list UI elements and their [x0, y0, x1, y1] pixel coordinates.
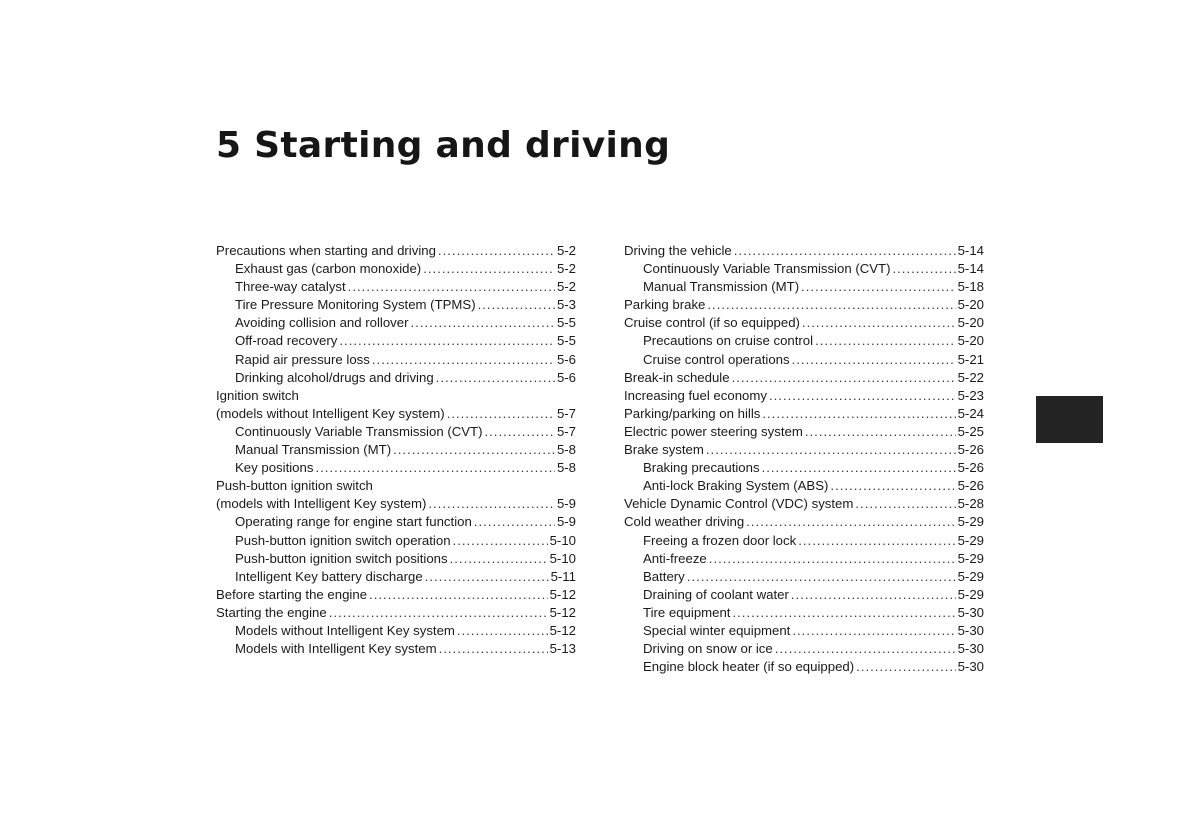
toc-page-number: 5-6 [556, 369, 576, 385]
toc-entry-title: Models without Intelligent Key system [235, 622, 455, 638]
toc-entry-title: Anti-freeze [643, 550, 707, 566]
toc-entry[interactable] [216, 586, 576, 604]
toc-entry-title: Engine block heater (if so equipped) [643, 659, 855, 675]
toc-leader-dots [815, 332, 956, 350]
toc-entry-title: Braking precautions [643, 460, 760, 476]
toc-entry[interactable] [624, 513, 984, 531]
toc-page-number: 5-12 [549, 622, 576, 638]
toc-leader-dots [369, 586, 548, 604]
toc-page-number: 5-14 [957, 243, 984, 258]
toc-entry-title: Cruise control (if so equipped) [624, 315, 800, 331]
toc-entry[interactable] [216, 423, 576, 441]
toc-entry-title: Vehicle Dynamic Control (VDC) system [624, 496, 854, 512]
toc-leader-dots [801, 278, 956, 296]
toc-page-number: 5-13 [549, 641, 576, 657]
page-title: 5 Starting and driving [216, 125, 671, 166]
toc-page-number: 5-28 [957, 496, 984, 512]
toc-page-number: 5-10 [549, 550, 576, 566]
toc-leader-dots [855, 495, 955, 513]
toc-entry-title: Freeing a frozen door lock [643, 532, 797, 548]
toc-leader-dots [474, 513, 555, 531]
toc-entry-title: Parking brake [624, 297, 706, 313]
toc-entry-title: Models with Intelligent Key system [235, 641, 437, 657]
toc-page-number: 5-29 [957, 550, 984, 566]
toc-entry-title: Increasing fuel economy [624, 387, 767, 403]
toc-page-number: 5-5 [556, 315, 576, 331]
toc-entry-title: Special winter equipment [643, 622, 791, 638]
toc-page-number: 5-7 [556, 405, 576, 421]
toc-page-number: 5-8 [556, 460, 576, 476]
toc-entry-title: Continuously Variable Transmission (CVT) [643, 261, 891, 277]
toc-page-number: 5-30 [957, 604, 984, 620]
toc-entry[interactable] [624, 658, 984, 676]
toc-entry[interactable] [216, 351, 576, 369]
toc-entry[interactable] [216, 332, 576, 350]
toc-entry-title: Precautions when starting and driving [216, 243, 436, 258]
toc-page-number: 5-23 [957, 387, 984, 403]
toc-entry-title: Exhaust gas (carbon monoxide) [235, 261, 422, 277]
toc-entry[interactable] [624, 242, 984, 260]
toc-left-column [216, 242, 576, 658]
toc-entry[interactable] [624, 477, 984, 495]
toc-entry-title: Three-way catalyst [235, 279, 346, 295]
toc-entry-title: Before starting the engine [216, 586, 368, 602]
toc-entry-title: Anti-lock Braking System (ABS) [643, 478, 829, 494]
toc-entry-title: Draining of coolant water [643, 586, 789, 602]
toc-entry-title: Push-button ignition switch operation [235, 532, 451, 548]
toc-page-number: 5-20 [957, 315, 984, 331]
toc-entry[interactable] [624, 314, 984, 332]
toc-page-number: 5-12 [549, 586, 576, 602]
toc-page-number: 5-30 [957, 641, 984, 657]
toc-entry-title: Brake system [624, 442, 704, 458]
toc-page-number: 5-22 [957, 369, 984, 385]
toc-leader-dots [339, 332, 555, 350]
toc-page-number: 5-30 [957, 659, 984, 675]
toc-leader-dots [732, 604, 955, 622]
toc-entry-title: Tire equipment [643, 604, 731, 620]
toc-page-number: 5-21 [957, 351, 984, 367]
toc-entry-title [216, 477, 426, 513]
toc-entry[interactable] [624, 459, 984, 477]
toc-entry[interactable] [216, 622, 576, 640]
chapter-tab-marker [1036, 396, 1103, 443]
toc-leader-dots [447, 405, 555, 423]
toc-leader-dots [687, 568, 956, 586]
toc-entry-title: Drinking alcohol/drugs and driving [235, 369, 434, 385]
toc-page-number: 5-8 [556, 442, 576, 458]
toc-entry[interactable] [216, 369, 576, 387]
toc-entry[interactable] [216, 532, 576, 550]
toc-page-number: 5-11 [550, 568, 576, 584]
toc-leader-dots [709, 550, 956, 568]
toc-page-number: 5-29 [957, 514, 984, 530]
toc-leader-dots [439, 640, 548, 658]
toc-leader-dots [762, 459, 956, 477]
toc-entry[interactable] [624, 351, 984, 369]
toc-entry-title: Push-button ignition switch positions [235, 550, 448, 566]
toc-page-number: 5-9 [556, 514, 576, 530]
toc-right-column [624, 242, 984, 676]
toc-page-number: 5-30 [957, 622, 984, 638]
toc-entry[interactable] [624, 332, 984, 350]
toc-leader-dots [372, 351, 555, 369]
toc-entry-title: Key positions [235, 460, 314, 476]
toc-entry[interactable] [624, 604, 984, 622]
toc-leader-dots [732, 369, 956, 387]
toc-page-number: 5-7 [556, 423, 576, 439]
toc-leader-dots [830, 477, 955, 495]
toc-page-number: 5-5 [556, 333, 576, 349]
toc-page-number: 5-29 [957, 532, 984, 548]
toc-entry-title: Rapid air pressure loss [235, 351, 370, 367]
toc-leader-dots [792, 622, 955, 640]
toc-entry[interactable] [216, 513, 576, 531]
toc-leader-dots [315, 459, 555, 477]
toc-entry-title: Operating range for engine start function [235, 514, 472, 530]
toc-page-number: 5-10 [549, 532, 576, 548]
toc-page-number: 5-2 [556, 261, 576, 277]
toc-page-number: 5-29 [957, 586, 984, 602]
toc-leader-dots [892, 260, 955, 278]
toc-entry[interactable] [216, 640, 576, 658]
toc-leader-dots [856, 658, 955, 676]
toc-entry[interactable] [624, 550, 984, 568]
toc-leader-dots [484, 423, 554, 441]
toc-entry-title: Avoiding collision and rollover [235, 315, 409, 331]
toc-page-number: 5-24 [957, 405, 984, 421]
toc-entry-title-line: (models with Intelligent Key system) [216, 496, 427, 512]
toc-entry-title: Manual Transmission (MT) [235, 442, 392, 458]
toc-entry-title-line: Ignition switch [216, 387, 299, 403]
toc-page-number: 5-29 [957, 568, 984, 584]
toc-entry[interactable] [624, 296, 984, 314]
toc-entry[interactable] [624, 532, 984, 550]
toc-entry[interactable] [624, 278, 984, 296]
toc-entry[interactable] [624, 568, 984, 586]
toc-leader-dots [393, 441, 555, 459]
toc-page-number: 5-25 [957, 423, 984, 439]
toc-entry-title: Off-road recovery [235, 333, 338, 349]
toc-entry[interactable] [216, 242, 576, 260]
toc-entry-title: Parking/parking on hills [624, 405, 761, 421]
toc-page-number: 5-14 [957, 261, 984, 277]
toc-entry-title [216, 387, 445, 423]
toc-page-number: 5-26 [957, 460, 984, 476]
toc-entry[interactable] [624, 441, 984, 459]
toc-leader-dots [792, 351, 956, 369]
toc-leader-dots [734, 242, 956, 260]
toc-entry-title: Precautions on cruise control [643, 333, 814, 349]
toc-leader-dots [707, 296, 955, 314]
toc-entry[interactable] [216, 260, 576, 278]
toc-entry[interactable] [624, 423, 984, 441]
toc-entry[interactable] [624, 640, 984, 658]
toc-leader-dots [798, 532, 955, 550]
toc-page-number: 5-26 [957, 478, 984, 494]
toc-page-number: 5-2 [556, 279, 576, 295]
toc-entry[interactable] [624, 405, 984, 423]
toc-entry-title: Cold weather driving [624, 514, 745, 530]
toc-entry[interactable] [624, 586, 984, 604]
toc-entry-title: Starting the engine [216, 604, 327, 620]
toc-leader-dots [746, 513, 955, 531]
toc-page-number: 5-20 [957, 333, 984, 349]
toc-entry-title: Cruise control operations [643, 351, 790, 367]
toc-leader-dots [805, 423, 956, 441]
toc-leader-dots [423, 260, 555, 278]
toc-entry-title: Battery [643, 568, 685, 584]
toc-leader-dots [428, 495, 555, 513]
toc-entry[interactable] [624, 260, 984, 278]
toc-entry[interactable] [624, 495, 984, 513]
toc-page-number: 5-26 [957, 442, 984, 458]
toc-entry[interactable] [624, 622, 984, 640]
toc-page-number: 5-3 [556, 297, 576, 313]
toc-leader-dots [411, 314, 555, 332]
toc-leader-dots [457, 622, 548, 640]
toc-entry-title: Driving on snow or ice [643, 641, 773, 657]
toc-entry-title: Tire Pressure Monitoring System (TPMS) [235, 297, 476, 313]
toc-entry[interactable] [624, 387, 984, 405]
toc-entry-title-line: Push-button ignition switch [216, 478, 373, 494]
toc-page-number: 5-20 [957, 297, 984, 313]
toc-entry-title: Electric power steering system [624, 423, 803, 439]
toc-entry[interactable] [216, 314, 576, 332]
toc-leader-dots [453, 532, 548, 550]
toc-leader-dots [802, 314, 956, 332]
toc-leader-dots [762, 405, 955, 423]
toc-entry-title: Continuously Variable Transmission (CVT) [235, 423, 483, 439]
toc-entry-title-line: (models without Intelligent Key system) [216, 405, 445, 421]
toc-leader-dots [791, 586, 956, 604]
toc-page-number: 5-18 [957, 279, 984, 295]
toc-entry[interactable] [216, 477, 576, 513]
toc-leader-dots [329, 604, 548, 622]
toc-leader-dots [348, 278, 555, 296]
toc-leader-dots [769, 387, 956, 405]
toc-leader-dots [478, 296, 555, 314]
toc-leader-dots [436, 369, 555, 387]
toc-leader-dots [775, 640, 956, 658]
toc-entry[interactable] [216, 387, 576, 423]
toc-page-number: 5-12 [549, 604, 576, 620]
toc-entry[interactable] [216, 459, 576, 477]
toc-leader-dots [438, 242, 555, 260]
toc-entry-title: Intelligent Key battery discharge [235, 568, 423, 584]
toc-entry-title: Manual Transmission (MT) [643, 279, 800, 295]
toc-leader-dots [706, 441, 956, 459]
toc-entry[interactable] [216, 550, 576, 568]
toc-leader-dots [425, 568, 549, 586]
toc-entry[interactable] [216, 568, 576, 586]
toc-entry-title: Break-in schedule [624, 369, 730, 385]
toc-page-number: 5-6 [556, 351, 576, 367]
toc-entry-title: Driving the vehicle [624, 243, 732, 258]
toc-page-number: 5-9 [556, 496, 576, 512]
toc-page-number: 5-2 [556, 243, 576, 258]
toc-entry[interactable] [216, 278, 576, 296]
toc-leader-dots [450, 550, 548, 568]
toc-entry[interactable] [624, 369, 984, 387]
toc-entry[interactable] [216, 604, 576, 622]
toc-entry[interactable] [216, 441, 576, 459]
toc-entry[interactable] [216, 296, 576, 314]
